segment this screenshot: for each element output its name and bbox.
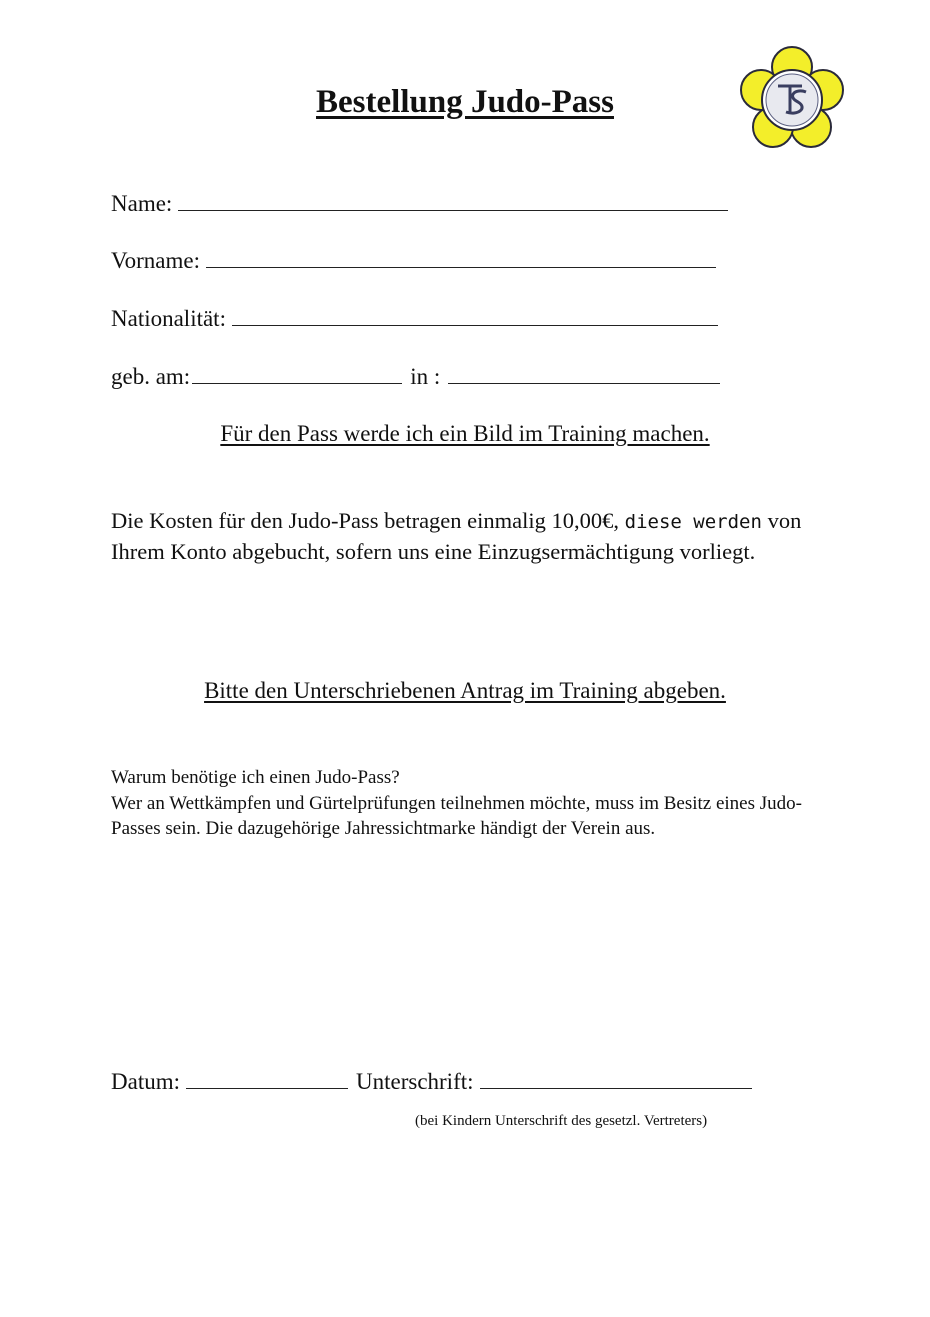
nationalitaet-field[interactable] xyxy=(111,305,718,332)
vorname-input-line[interactable] xyxy=(206,247,716,268)
nationalitaet-label: Nationalität: xyxy=(111,306,226,331)
vorname-label: Vorname: xyxy=(111,248,201,273)
datum-input-line[interactable] xyxy=(186,1068,348,1089)
vorname-field[interactable] xyxy=(111,247,716,274)
in-label: in : xyxy=(410,364,441,389)
nationalitaet-input-line[interactable] xyxy=(232,305,718,326)
faq-block xyxy=(111,765,831,842)
name-field[interactable] xyxy=(111,190,728,217)
costs-paragraph: Die Kosten für den Judo-Pass betragen einmalig 10,00€, diese werden von Ihrem Konto abgebucht, sofern uns eine Einzugsermächtigung vorliegt. xyxy=(111,508,802,564)
name-input-line[interactable] xyxy=(178,190,728,211)
unterschrift-input-line[interactable] xyxy=(480,1068,752,1089)
photo-note: Für den Pass werde ich ein Bild im Training machen. xyxy=(220,421,710,446)
faq-question: Warum benötige ich einen Judo-Pass? xyxy=(111,767,400,788)
club-logo-icon xyxy=(735,42,850,157)
unterschrift-label: Unterschrift: xyxy=(356,1069,474,1094)
signature-row[interactable] xyxy=(111,1068,752,1095)
submit-note: Bitte den Unterschriebenen Antrag im Training abgeben. xyxy=(204,678,726,703)
name-label: Name: xyxy=(111,191,173,216)
document-title: Bestellung Judo-Pass xyxy=(316,84,614,120)
signature-note: (bei Kindern Unterschrift des gesetzl. Vertreters) xyxy=(415,1113,708,1129)
geburt-field[interactable] xyxy=(111,363,720,390)
geburtsdatum-input-line[interactable] xyxy=(192,363,402,384)
geb-label: geb. am: xyxy=(111,364,191,389)
faq-answer: Wer an Wettkämpfen und Gürtelprüfungen teilnehmen möchte, muss im Besitz eines Judo-Passes sein. Die dazugehörige Jahressichtmarke händigt der Verein aus. xyxy=(111,792,802,839)
geburtsort-input-line[interactable] xyxy=(448,363,720,384)
datum-label: Datum: xyxy=(111,1069,180,1094)
